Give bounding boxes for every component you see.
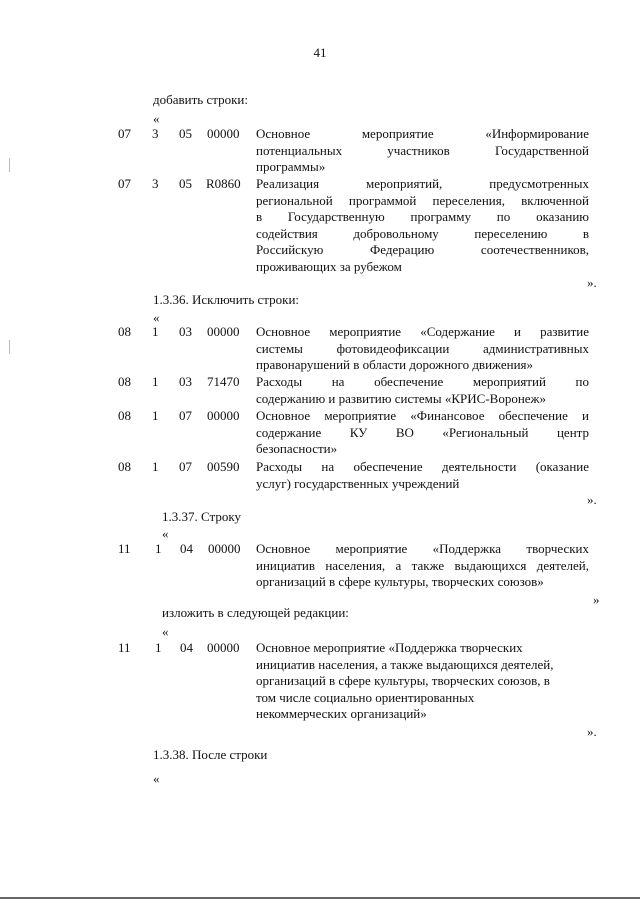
section-heading: 1.3.37. Строку	[162, 509, 241, 524]
close-quote: ».	[587, 275, 597, 290]
code-subprogram: 03	[179, 374, 192, 389]
section-heading: изложить в следующей редакции:	[162, 605, 349, 620]
code-direction: 00590	[207, 459, 240, 474]
row-description: Основное мероприятие «Финансовое обеспечение и содержание КУ ВО «Региональный центр безопасности»	[256, 408, 589, 456]
code-section: 08	[118, 374, 131, 389]
section-heading: 1.3.38. После строки	[153, 747, 268, 762]
code-direction: 00000	[207, 408, 240, 423]
code-direction: R0860	[206, 176, 241, 191]
code-subprogram: 03	[179, 324, 192, 339]
code-subprogram: 05	[179, 126, 192, 141]
code-direction: 00000	[207, 324, 240, 339]
code-program: 3	[152, 126, 159, 141]
row-description: Основное мероприятие «Поддержка творческих инициатив населения, а также выдающихся деятелей, организаций в сфере культуры, творческих союзов, в том числе социально ориентированных некоммерческих организаций»	[256, 640, 554, 721]
code-direction: 00000	[207, 640, 240, 655]
code-subprogram: 05	[179, 176, 192, 191]
open-quote: «	[153, 111, 160, 126]
section-heading: 1.3.36. Исключить строки:	[153, 292, 300, 307]
close-quote: ».	[587, 492, 597, 507]
close-quote: ».	[587, 724, 597, 739]
open-quote: «	[153, 771, 160, 786]
scan-mark	[9, 158, 10, 172]
code-section: 08	[118, 324, 131, 339]
code-section: 11	[118, 640, 131, 655]
code-subprogram: 04	[180, 541, 193, 556]
row-description: Расходы на обеспечение мероприятий по содержанию и развитию системы «КРИС-Воронеж»	[256, 374, 589, 406]
row-description: Основное мероприятие «Содержание и развитие системы фотовидеофиксации административных правонарушений в области дорожного движения»	[256, 324, 589, 372]
code-subprogram: 07	[179, 459, 192, 474]
page-number: 41	[313, 45, 327, 60]
code-program: 1	[152, 374, 159, 389]
code-section: 11	[118, 541, 131, 556]
open-quote: «	[162, 526, 169, 541]
code-subprogram: 04	[180, 640, 193, 655]
code-section: 08	[118, 459, 131, 474]
code-section: 07	[118, 126, 131, 141]
code-subprogram: 07	[179, 408, 192, 423]
close-quote: »	[593, 592, 600, 607]
code-section: 08	[118, 408, 131, 423]
page-bottom-edge	[0, 897, 640, 899]
code-program: 1	[152, 324, 159, 339]
code-direction: 00000	[207, 126, 240, 141]
code-section: 07	[118, 176, 131, 191]
code-direction: 71470	[207, 374, 240, 389]
row-description: Расходы на обеспечение деятельности (оказание услуг) государственных учреждений	[256, 459, 589, 491]
code-program: 3	[152, 176, 159, 191]
row-description: Основное мероприятие «Информирование потенциальных участников Государственной программы»	[256, 126, 589, 174]
code-program: 1	[155, 640, 162, 655]
section-heading: добавить строки:	[153, 92, 248, 107]
open-quote: «	[162, 624, 169, 639]
row-description: Основное мероприятие «Поддержка творческих инициатив населения, а также выдающихся деятелей, организаций в сфере культуры, творческих союзов»	[256, 541, 589, 589]
code-program: 1	[155, 541, 162, 556]
code-program: 1	[152, 408, 159, 423]
open-quote: «	[153, 310, 160, 325]
scan-mark	[9, 340, 10, 354]
code-program: 1	[152, 459, 159, 474]
row-description: Реализация мероприятий, предусмотренных региональной программой переселения, включенной в Государственную программу по оказанию содействия добровольному переселению в Российскую Федерацию соотечественников, проживающих за рубежом	[256, 176, 589, 274]
code-direction: 00000	[208, 541, 241, 556]
